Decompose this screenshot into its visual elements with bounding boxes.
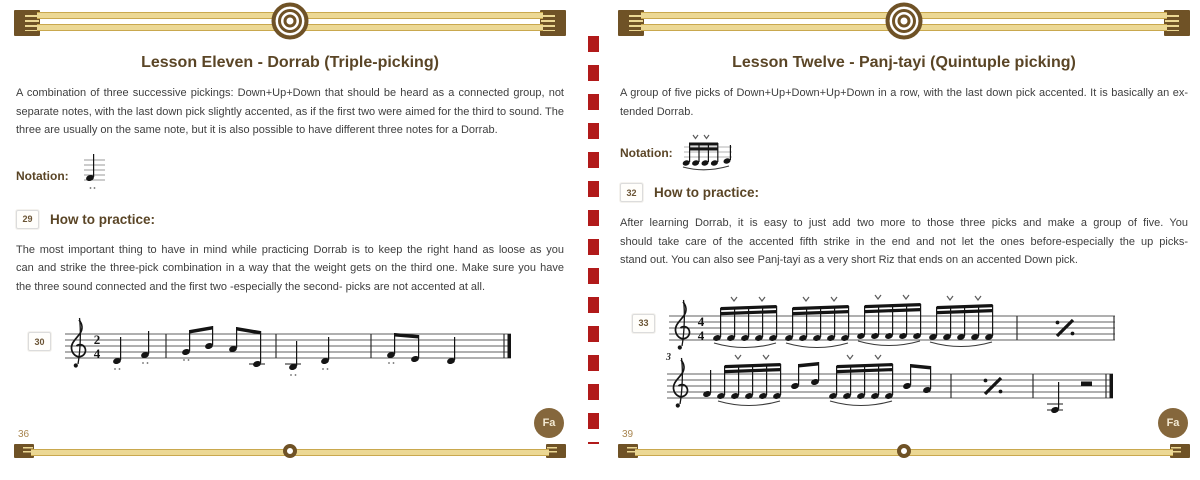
notation-row — [16, 152, 566, 200]
practice-heading-row — [16, 210, 566, 229]
single-note-notation-icon — [76, 152, 108, 200]
paragraph-line: A combination of three successive pickings: Down+Up+Down that should be heard as a connected group, not — [16, 87, 564, 99]
practice-heading: How to practice: — [50, 211, 156, 227]
page-right — [618, 8, 1190, 474]
audio-track-number: 29 — [16, 210, 39, 229]
score-row-2 — [632, 350, 1190, 430]
half-rest-icon — [1081, 381, 1092, 386]
intro-paragraph — [620, 84, 1188, 121]
svg-text:4: 4 — [93, 346, 101, 361]
music-staff — [665, 292, 1125, 356]
medallion-icon — [886, 3, 923, 40]
score-row — [632, 292, 1190, 356]
ornament-endcap-icon — [540, 10, 566, 36]
page-number: 36 — [18, 429, 30, 440]
paragraph-line: tended Dorrab. — [620, 105, 694, 118]
footer-ornament — [618, 442, 1190, 460]
paragraph-line: separate notes, with the last down pick slightly accented, as if the first two were aimed for the third to sound. The — [16, 105, 564, 118]
page-divider — [588, 36, 599, 444]
page-number: 39 — [622, 429, 634, 440]
ring-icon — [283, 444, 297, 458]
practice-paragraph — [16, 241, 564, 297]
audio-track-number: 32 — [620, 183, 643, 202]
quintuple-notation-icon — [680, 133, 738, 173]
svg-text:4: 4 — [697, 327, 705, 343]
paragraph-line: A group of five picks of Down+Up+Down+Up+Down in a row, with the last down pick accented. It is basically an ex- — [620, 87, 1188, 99]
notation-label: Notation: — [16, 168, 69, 183]
audio-track-number: 33 — [632, 314, 655, 333]
audio-track-number: 30 — [28, 332, 51, 351]
notation-label: Notation: — [620, 146, 673, 160]
paragraph-line: After learning Dorrab, it is easy to just add two more to those three picks and make a group of five. You — [620, 217, 1188, 229]
intro-paragraph — [16, 84, 564, 140]
fa-badge: Fa — [534, 408, 564, 438]
practice-heading: How to practice: — [654, 185, 760, 200]
page-left — [14, 8, 566, 474]
treble-clef-icon — [673, 358, 687, 408]
paragraph-line: should take care of the accented fifth strike in the end and not let the ones before-especially the up picks- — [620, 235, 1188, 248]
svg-text:4: 4 — [697, 313, 705, 329]
fa-badge: Fa — [1158, 408, 1188, 438]
ring-icon — [897, 444, 911, 458]
treble-clef-icon — [675, 300, 689, 350]
header-ornament — [14, 8, 566, 42]
ornament-endcap-icon — [1164, 10, 1190, 36]
svg-text:2: 2 — [93, 332, 101, 347]
medallion-icon — [272, 3, 309, 40]
page-title: Lesson Twelve - Panj-tayi (Quintuple picking) — [732, 54, 1076, 71]
paragraph-line: The most important thing to have in mind while practicing Dorrab is to keep the right hand as loose as you — [16, 243, 564, 256]
paragraph-line: can and strike the three-pick combination in a way that the weight gets on the third one. Make sure you have — [16, 262, 564, 274]
paragraph-line: stand out. You can also see Panj-tayi as a very short Riz that ends on an accented Down pick. — [620, 254, 1078, 266]
header-ornament — [618, 8, 1190, 42]
treble-clef-icon — [71, 318, 85, 368]
notation-row — [620, 133, 1190, 173]
ornament-endcap-icon — [546, 444, 566, 458]
music-staff — [663, 350, 1123, 430]
ornament-endcap-icon — [1170, 444, 1190, 458]
paragraph-line: three are usually on the same note, but it is also possible to have different three notes for a Dorrab. — [16, 124, 498, 136]
svg-text:3: 3 — [666, 351, 671, 363]
practice-heading-row — [620, 183, 1190, 202]
paragraph-line: the three sound connected and the first two -especially the second- picks are not accented at all. — [16, 280, 485, 293]
footer-ornament — [14, 442, 566, 460]
music-staff — [61, 310, 521, 386]
score-row — [28, 310, 566, 386]
practice-paragraph — [620, 214, 1188, 270]
page-title: Lesson Eleven - Dorrab (Triple-picking) — [141, 54, 439, 71]
